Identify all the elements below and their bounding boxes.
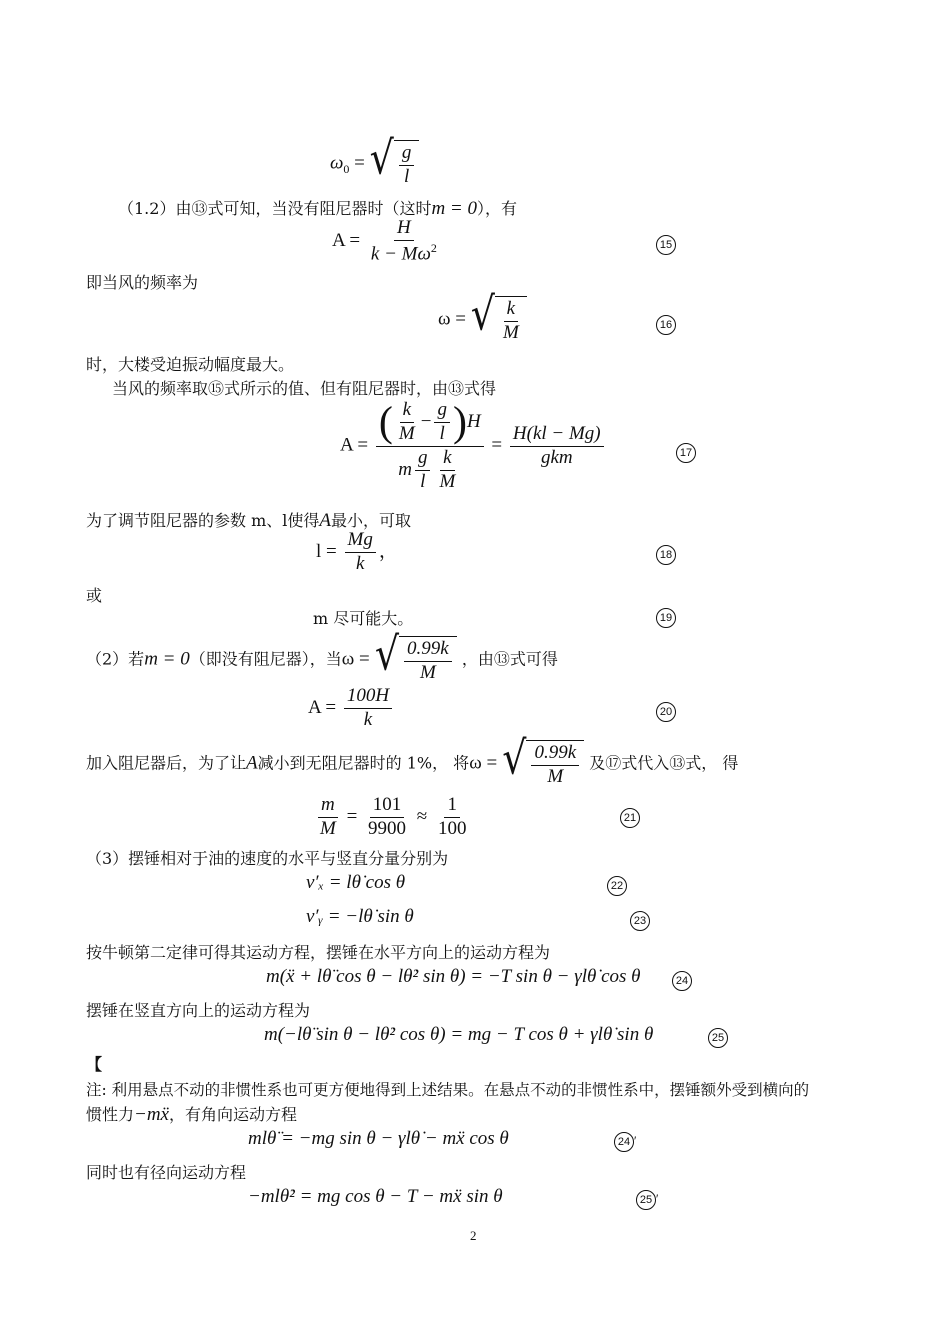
equation-number-22: 22	[607, 874, 627, 896]
equation-18: l = $\frac{Mg}{k}$ ，	[316, 529, 398, 574]
paragraph-newton: 按牛顿第二定律可得其运动方程，摆锤在水平方向上的运动方程为	[86, 943, 551, 962]
equation-25-prime: −mlθ̇² = mg cos θ − T − mẍ sin θ	[248, 1186, 503, 1207]
equation-19: m 尽可能大。	[313, 609, 414, 628]
equation-number-20: 20	[656, 700, 676, 722]
equation-number-15: 15	[656, 233, 676, 255]
equation-number-17: 17	[676, 441, 696, 463]
equation-17: A = ( $\frac{k}{M}$ − $\frac{g}{l}$ )H m $\frac{g}{l}$ $\frac{k}{M}$ = $\frac{H(kl - Mg)}{\text{gkm}}$	[340, 400, 607, 493]
paragraph-part-3: （3）摆锤相对于油的速度的水平与竖直分量分别为	[86, 849, 449, 868]
equation-20: A = $\frac{100H}{k}$	[308, 686, 395, 731]
equation-number-19: 19	[656, 606, 676, 628]
bracket-mark: 【	[86, 1055, 103, 1074]
equation-23: v′ᵧ = −lθ̇ sin θ	[306, 906, 414, 927]
paragraph-1-2: （1.2）由⑬式可知，当没有阻尼器时（这时m = 0），有	[118, 198, 518, 219]
equation-number-25: 25	[708, 1026, 728, 1048]
paragraph-or: 或	[86, 586, 103, 605]
equation-number-23: 23	[630, 909, 650, 931]
equation-16: ω = √ $\frac{k}{M}$	[438, 296, 527, 344]
equation-21: $\frac{m}{M}$ = $\frac{101}{9900}$ ≈ $\frac{1}{100}$	[320, 794, 467, 839]
equation-22: v′ₓ = lθ̇ cos θ	[306, 872, 406, 893]
paragraph-add-damper: 加入阻尼器后，为了让A减小到无阻尼器时的 1%， 将ω = √ $\frac{0.99k}{M}$ 及⑰式代入⑬式， 得	[86, 731, 739, 787]
equation-25: m(−lθ̈ sin θ − lθ̇² cos θ) = mg − T cos θ + γlθ̇ sin θ	[264, 1024, 654, 1045]
equation-number-16: 16	[656, 313, 676, 335]
paragraph-max-amplitude: 时，大楼受迫振动幅度最大。	[86, 355, 295, 374]
paragraph-adjust-params: 为了调节阻尼器的参数 m、l使得A最小，可取	[86, 510, 412, 531]
equation-number-18: 18	[656, 543, 676, 565]
paragraph-vertical: 摆锤在竖直方向上的运动方程为	[86, 1001, 311, 1020]
paragraph-radial: 同时也有径向运动方程	[86, 1163, 247, 1182]
equation-number-21: 21	[620, 806, 640, 828]
paragraph-part-2: （2）若m = 0（即没有阻尼器），当ω = √ $\frac{0.99k}{M}$ ，由⑬式可得	[86, 627, 558, 683]
paragraph-with-damper: 当风的频率取⑮式所示的值、但有阻尼器时，由⑬式得	[112, 379, 497, 398]
note-line-1: 注: 利用悬点不动的非惯性系也可更方便地得到上述结果。在悬点不动的非惯性系中，摆锤额外受到横向的	[86, 1081, 810, 1099]
equation-24-prime: mlθ̈ = −mg sin θ − γlθ̇ − mẍ cos θ	[248, 1128, 509, 1149]
equation-number-25-prime: 25 ′	[636, 1188, 658, 1210]
equation-omega0: $\omega_0$ = √ $\frac{g}{l}$	[330, 140, 419, 188]
equation-number-24: 24	[672, 969, 692, 991]
equation-number-24-prime: 24 ′	[614, 1130, 636, 1152]
equation-24: m(ẍ + lθ̈ cos θ − lθ̇² sin θ) = −T sin θ − γlθ̇ cos θ	[266, 966, 641, 987]
paragraph-wind-frequency: 即当风的频率为	[86, 273, 199, 292]
page-number: 2	[470, 1228, 477, 1243]
equation-15: A = $\frac{H}{k - M\omega^2}$	[332, 217, 437, 265]
note-line-2: 惯性力−mẍ，有角向运动方程	[86, 1104, 298, 1125]
